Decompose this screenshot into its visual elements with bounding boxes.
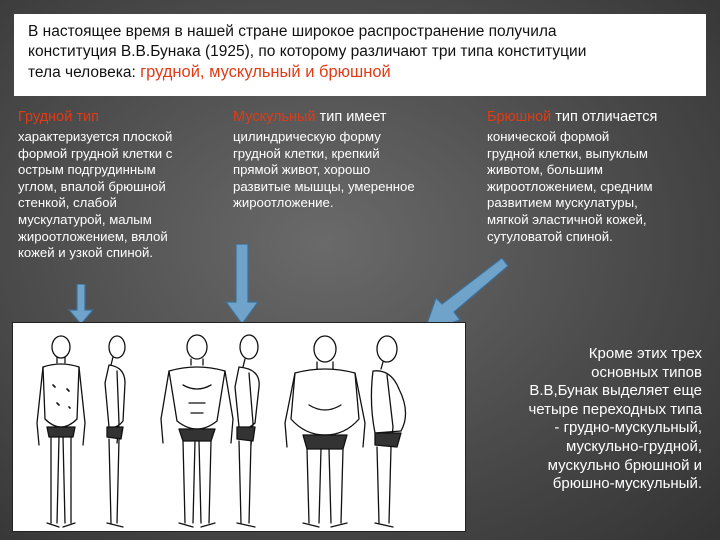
intro-line-1: В настоящее время в нашей стране широкое распространение получила [28,23,557,40]
type-muscular-heading: Мускульный тип имеет [233,109,387,125]
figure-thoracic-side [105,336,125,527]
arrow-down-thoracic-icon [66,284,96,326]
transitional-types-note: Кроме этих трех основных типов В.В,Бунак выделяет еще четыре переходных типа - грудно-мускульный, мускульно-грудной, мускульно брюшной и брюшно-мускульный. [528,345,702,493]
arrow-down-muscular-icon [224,244,260,326]
figure-abdominal-front [285,336,365,527]
type-muscular-description: цилиндрическую форму грудной клетки, крепкий прямой живот, хорошо развитые мышцы, умеренное жироотложение. [233,129,415,211]
intro-line-3: тела человека: [28,64,141,81]
type-abdominal-description: конической формой грудной клетки, выпуклым животом, большим жироотложением, средним развитием мускулатуры, мягкой эластичной кожей, сутуловатой спиной. [487,129,653,244]
figures-svg [13,323,465,531]
type-abdominal-heading: Брюшной тип отличается [487,109,658,125]
type-abdominal [487,108,712,245]
body-types-illustration [12,322,466,532]
type-muscular [233,108,463,212]
figure-abdominal-side [371,336,405,527]
type-thoracic-heading: Грудной тип [18,109,99,125]
intro-line-2: конституция В.В.Бунака (1925), по которому различают три типа конституции [28,43,587,60]
type-thoracic-description: характеризуется плоской формой грудной клетки с острым подгрудинным углом, впалой брюшной стенкой, слабой мускулатурой, малым жироотложением, вялой кожей и узкой спиной. [18,129,173,261]
intro-box [14,14,706,96]
type-thoracic [18,108,223,262]
figure-muscular-front [161,335,233,527]
figure-muscular-side [235,335,259,527]
intro-highlight: грудной, мускульный и брюшной [140,63,391,81]
figure-thoracic-front [37,336,85,527]
